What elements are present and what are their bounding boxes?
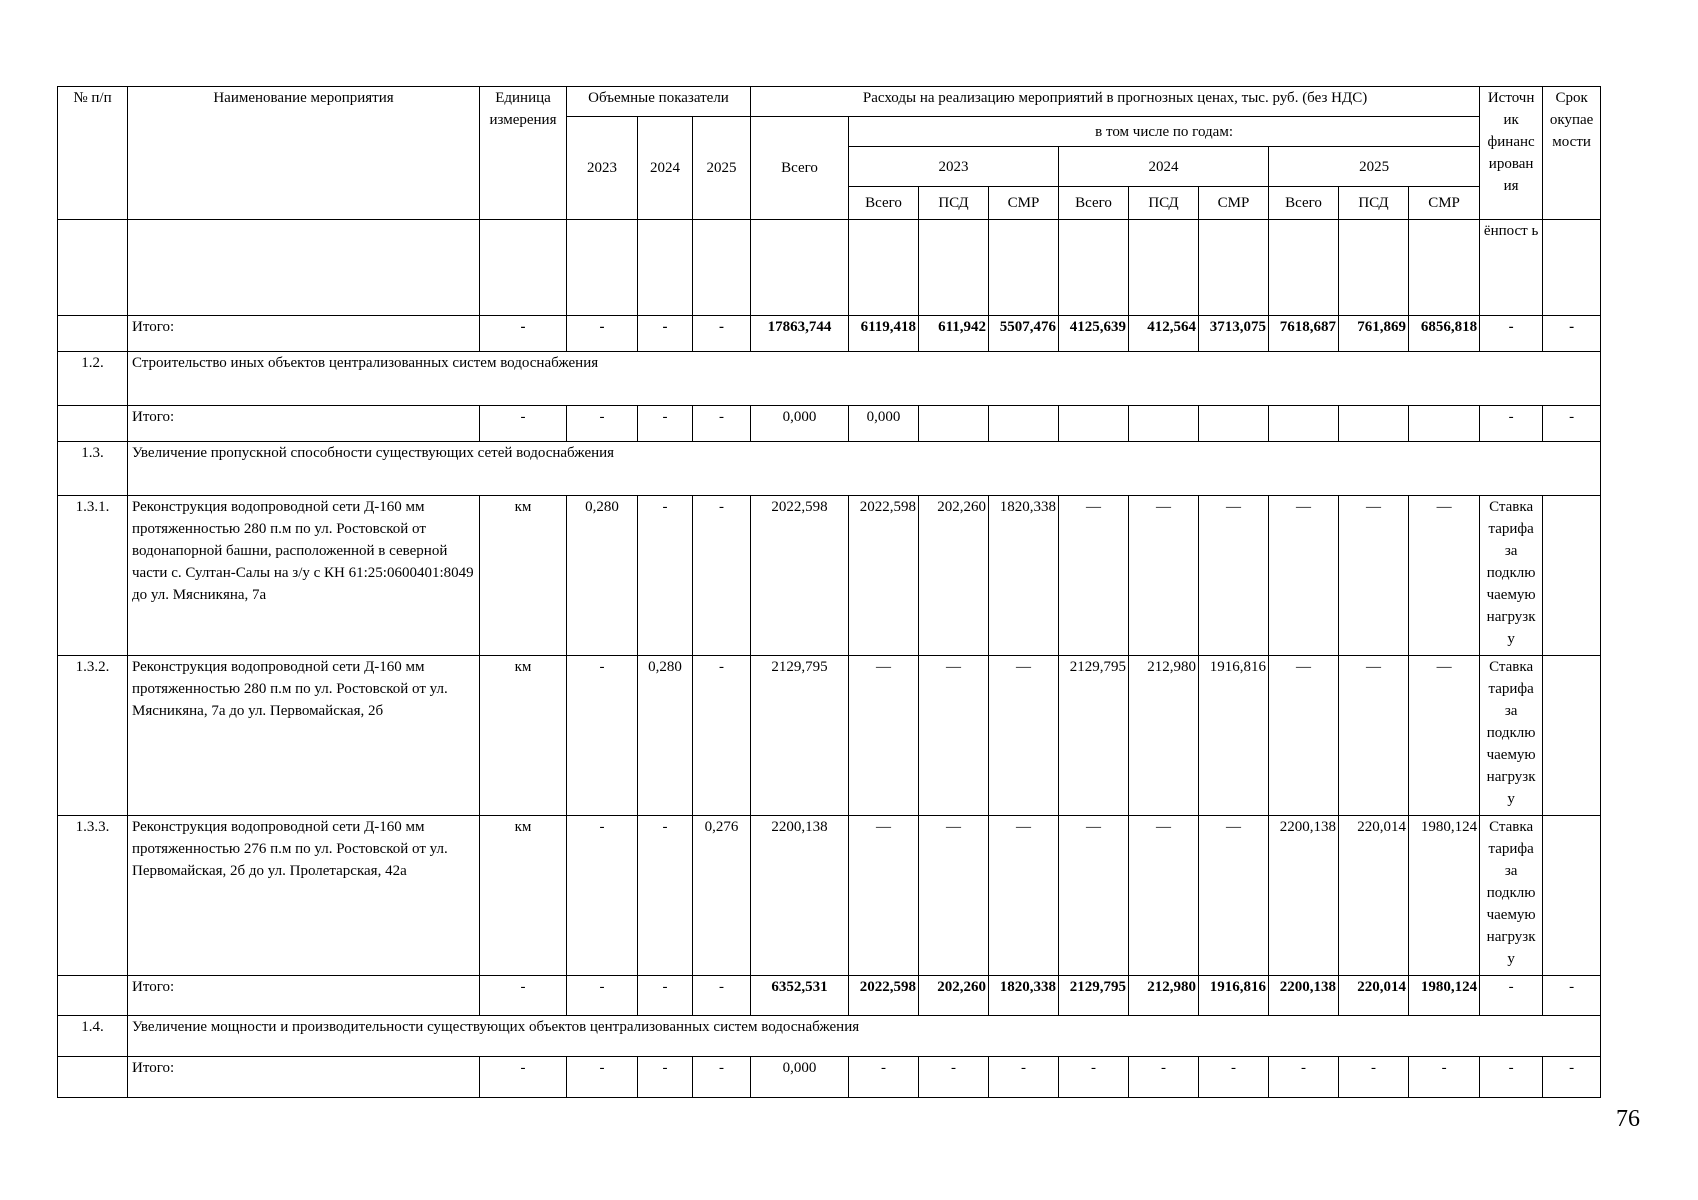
header-2025-smr: СМР (1409, 187, 1480, 220)
cell-2024-smr: 1916,816 (1199, 976, 1269, 1016)
cell-vol-2023: - (567, 816, 638, 976)
cell-2023-total: 2022,598 (849, 496, 919, 656)
section-row-1-3 (58, 442, 1601, 496)
cell-2023-total: — (849, 816, 919, 976)
cell-2024-total: 4125,639 (1059, 316, 1129, 352)
cell-2025-smr: — (1409, 496, 1480, 656)
cell-2023-smr: 1820,338 (989, 496, 1059, 656)
cell-total: 0,000 (751, 406, 849, 442)
total-label: Итого: (128, 406, 480, 442)
total-label: Итого: (128, 316, 480, 352)
investment-program-table (57, 86, 1601, 1098)
header-year-2024: 2024 (1059, 147, 1269, 187)
cell-total: 2129,795 (751, 656, 849, 816)
cell-2023-smr: — (989, 656, 1059, 816)
data-row-1-3-3 (58, 816, 1601, 976)
cell-2023-total: 2022,598 (849, 976, 919, 1016)
cell-2025-total: 7618,687 (1269, 316, 1339, 352)
header-2025-total: Всего (1269, 187, 1339, 220)
header-year-2023: 2023 (849, 147, 1059, 187)
cell-vol-2024: - (638, 406, 693, 442)
header-unit: Единица измерения (480, 87, 567, 220)
cell-payback: - (1543, 406, 1601, 442)
header-costs: Расходы на реализацию мероприятий в прогнозных ценах, тыс. руб. (без НДС) (751, 87, 1480, 117)
cell-2025-psd: 220,014 (1339, 816, 1409, 976)
row-name: Реконструкция водопроводной сети Д-160 мм протяженностью 280 п.м по ул. Ростовской от водонапорной башни, расположенной в северной части с. Султан-Салы на з/у с КН 61:25:0600401:8049 до ул. Мясникяна, 7а (128, 496, 480, 656)
cell-source: - (1480, 1057, 1543, 1098)
page-number: 76 (1616, 1106, 1640, 1132)
cell-source: Ставка тарифа за подклю чаемую нагрузк у (1480, 816, 1543, 976)
cell-2024-total: 2129,795 (1059, 656, 1129, 816)
cell-source: - (1480, 316, 1543, 352)
cell-total: 17863,744 (751, 316, 849, 352)
row-num: 1.3.3. (58, 816, 128, 976)
cell-unit: - (480, 1057, 567, 1098)
header-row-1 (58, 87, 1601, 117)
cell-vol-2025: - (693, 496, 751, 656)
header-2023-total: Всего (849, 187, 919, 220)
header-num: № п/п (58, 87, 128, 220)
header-vol-2025: 2025 (693, 117, 751, 220)
data-row-1-3-2 (58, 656, 1601, 816)
cell-2023-psd: 202,260 (919, 976, 989, 1016)
cell-vol-2024: - (638, 496, 693, 656)
header-volume: Объемные показатели (567, 87, 751, 117)
row-num: 1.3.1. (58, 496, 128, 656)
cell-source: Ставка тарифа за подклю чаемую нагрузк у (1480, 656, 1543, 816)
cell-vol-2023: 0,280 (567, 496, 638, 656)
cell-2024-smr: - (1199, 1057, 1269, 1098)
cell-2023-smr: 1820,338 (989, 976, 1059, 1016)
cell-2024-total: — (1059, 496, 1129, 656)
total-row-3 (58, 976, 1601, 1016)
cell-2023-psd: — (919, 816, 989, 976)
cell-2024-smr: — (1199, 496, 1269, 656)
cell-source: - (1480, 976, 1543, 1016)
cell-2024-smr: 3713,075 (1199, 316, 1269, 352)
cell-2023-smr: 5507,476 (989, 316, 1059, 352)
cell-source: Ставка тарифа за подклю чаемую нагрузк у (1480, 496, 1543, 656)
cell-vol-2025: - (693, 316, 751, 352)
cell-2024-psd: — (1129, 816, 1199, 976)
cell-2024-smr: 1916,816 (1199, 656, 1269, 816)
cell-unit: - (480, 316, 567, 352)
cell-2025-smr: — (1409, 656, 1480, 816)
cell-vol-2025: 0,276 (693, 816, 751, 976)
cell-2025-smr: - (1409, 1057, 1480, 1098)
section-num: 1.4. (58, 1016, 128, 1057)
total-label: Итого: (128, 1057, 480, 1098)
header-2024-psd: ПСД (1129, 187, 1199, 220)
total-row-4 (58, 1057, 1601, 1098)
data-row-1-3-1 (58, 496, 1601, 656)
cell-vol-2023: - (567, 1057, 638, 1098)
cell-total: 2200,138 (751, 816, 849, 976)
cell-source: - (1480, 406, 1543, 442)
cell-unit: - (480, 406, 567, 442)
cell-vol-2023: - (567, 406, 638, 442)
cell-2023-psd: — (919, 656, 989, 816)
cell-2024-psd: — (1129, 496, 1199, 656)
header-2024-smr: СМР (1199, 187, 1269, 220)
header-2023-smr: СМР (989, 187, 1059, 220)
header-year-2025: 2025 (1269, 147, 1480, 187)
cell-payback: - (1543, 1057, 1601, 1098)
cell-2023-smr: - (989, 1057, 1059, 1098)
cell-2023-psd: - (919, 1057, 989, 1098)
cell-2025-psd: 220,014 (1339, 976, 1409, 1016)
source-continuation: ёнпост ь (1480, 220, 1543, 316)
header-vol-2024: 2024 (638, 117, 693, 220)
cell-unit: км (480, 816, 567, 976)
cell-vol-2025: - (693, 976, 751, 1016)
cell-2025-smr: 1980,124 (1409, 816, 1480, 976)
cell-2025-total: 2200,138 (1269, 976, 1339, 1016)
row-name: Реконструкция водопроводной сети Д-160 мм протяженностью 276 п.м по ул. Ростовской от ул. Первомайская, 2б до ул. Пролетарская, 42а (128, 816, 480, 976)
cell-total: 6352,531 (751, 976, 849, 1016)
cell-2024-total: - (1059, 1057, 1129, 1098)
cell-2023-smr: — (989, 816, 1059, 976)
cell-2023-total: 6119,418 (849, 316, 919, 352)
cell-2025-psd: — (1339, 496, 1409, 656)
section-row-1-4 (58, 1016, 1601, 1057)
cell-2025-psd: 761,869 (1339, 316, 1409, 352)
cell-2023-psd: 611,942 (919, 316, 989, 352)
cell-vol-2025: - (693, 406, 751, 442)
cell-2023-total: — (849, 656, 919, 816)
cell-2025-smr: 1980,124 (1409, 976, 1480, 1016)
row-num: 1.3.2. (58, 656, 128, 816)
section-title: Увеличение пропускной способности существующих сетей водоснабжения (128, 442, 1601, 496)
cell-vol-2024: - (638, 976, 693, 1016)
cell-2024-psd: 212,980 (1129, 656, 1199, 816)
header-total: Всего (751, 117, 849, 220)
cell-total: 2022,598 (751, 496, 849, 656)
total-row-2 (58, 406, 1601, 442)
cell-unit: км (480, 656, 567, 816)
cell-payback: - (1543, 976, 1601, 1016)
cell-2025-total: - (1269, 1057, 1339, 1098)
cell-unit: - (480, 976, 567, 1016)
section-num: 1.3. (58, 442, 128, 496)
cell-payback: - (1543, 316, 1601, 352)
section-num: 1.2. (58, 352, 128, 406)
cell-vol-2025: - (693, 656, 751, 816)
header-vol-2023: 2023 (567, 117, 638, 220)
continuation-row (58, 220, 1601, 316)
cell-2024-total: — (1059, 816, 1129, 976)
cell-unit: км (480, 496, 567, 656)
cell-2023-psd: 202,260 (919, 496, 989, 656)
cell-2024-psd: 212,980 (1129, 976, 1199, 1016)
header-2024-total: Всего (1059, 187, 1129, 220)
cell-2024-psd: - (1129, 1057, 1199, 1098)
cell-2024-psd: 412,564 (1129, 316, 1199, 352)
cell-vol-2025: - (693, 1057, 751, 1098)
cell-2025-smr: 6856,818 (1409, 316, 1480, 352)
header-2023-psd: ПСД (919, 187, 989, 220)
cell-vol-2023: - (567, 656, 638, 816)
cell-vol-2024: - (638, 816, 693, 976)
cell-vol-2023: - (567, 976, 638, 1016)
cell-vol-2024: 0,280 (638, 656, 693, 816)
cell-2024-smr: — (1199, 816, 1269, 976)
cell-2024-total: 2129,795 (1059, 976, 1129, 1016)
cell-2023-total: - (849, 1057, 919, 1098)
cell-2025-total: 2200,138 (1269, 816, 1339, 976)
total-row-1 (58, 316, 1601, 352)
cell-2023-total: 0,000 (849, 406, 919, 442)
row-name: Реконструкция водопроводной сети Д-160 мм протяженностью 280 п.м по ул. Ростовской от ул. Мясникяна, 7а до ул. Первомайская, 2б (128, 656, 480, 816)
header-by-years: в том числе по годам: (849, 117, 1480, 147)
header-name: Наименование мероприятия (128, 87, 480, 220)
header-source: Источн ик финанс ирован ия (1480, 87, 1543, 220)
cell-2025-psd: - (1339, 1057, 1409, 1098)
header-payback: Срок окупае мости (1543, 87, 1601, 220)
total-label: Итого: (128, 976, 480, 1016)
cell-vol-2024: - (638, 1057, 693, 1098)
cell-2025-total: — (1269, 496, 1339, 656)
cell-vol-2023: - (567, 316, 638, 352)
section-row-1-2 (58, 352, 1601, 406)
section-title: Строительство иных объектов централизованных систем водоснабжения (128, 352, 1601, 406)
cell-2025-total: — (1269, 656, 1339, 816)
header-2025-psd: ПСД (1339, 187, 1409, 220)
section-title: Увеличение мощности и производительности существующих объектов централизованных систем водоснабжения (128, 1016, 1601, 1057)
cell-2025-psd: — (1339, 656, 1409, 816)
cell-total: 0,000 (751, 1057, 849, 1098)
cell-vol-2024: - (638, 316, 693, 352)
